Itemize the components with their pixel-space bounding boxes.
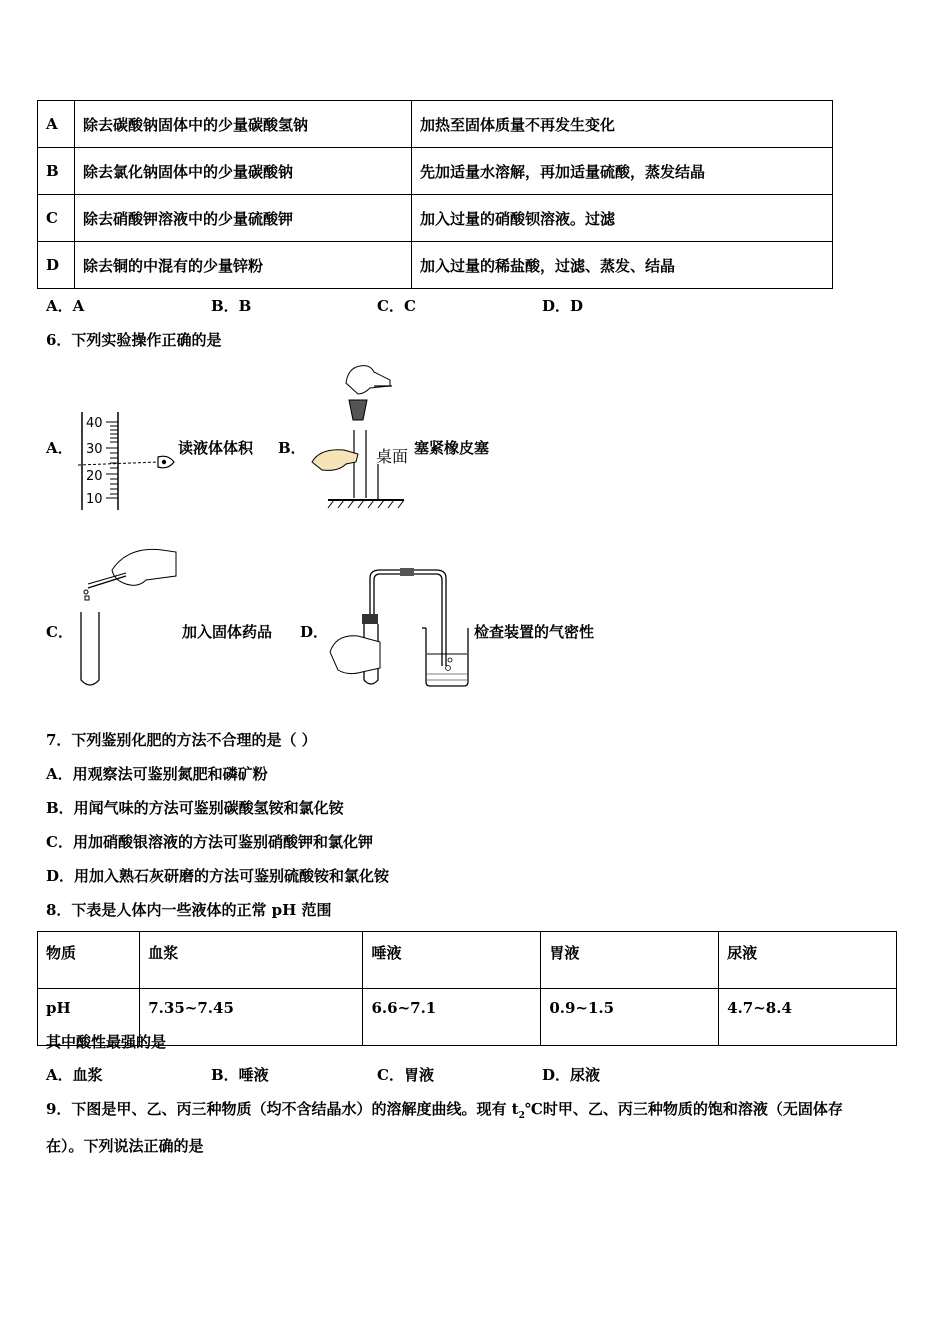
row-task: 除去硝酸钾溶液中的少量硫酸钾 <box>75 195 412 242</box>
q6-b-text: 塞紧橡皮塞 <box>414 439 490 457</box>
q5-option-a: A．A <box>46 297 85 315</box>
row-task: 除去铜的中混有的少量锌粉 <box>75 242 412 289</box>
header-cell: 唾液 <box>363 932 541 989</box>
q6-c-label: C． <box>46 623 73 641</box>
table-row <box>38 932 897 989</box>
q6-d-label: D． <box>300 623 329 641</box>
q8-question: 其中酸性最强的是 <box>46 1033 167 1051</box>
q6-a-label: A． <box>46 439 73 457</box>
tick-label: 40 <box>86 416 103 431</box>
hand-icon <box>112 549 176 585</box>
row-key: C <box>38 195 75 242</box>
cell: 6.6~7.1 <box>363 989 541 1046</box>
table-row <box>38 195 833 242</box>
q5-option-d: D．D <box>542 297 584 315</box>
cell: 4.7~8.4 <box>719 989 897 1046</box>
row-method: 加入过量的稀盐酸，过滤、蒸发、结晶 <box>412 242 833 289</box>
desk-label: 桌面 <box>376 447 409 466</box>
q6-b-label: B． <box>278 439 306 457</box>
q7-option-a: A．用观察法可鉴别氮肥和磷矿粉 <box>46 765 268 783</box>
q7-stem: 7．下列鉴别化肥的方法不合理的是（ ） <box>46 731 317 749</box>
tick-label: 10 <box>86 492 103 507</box>
q8-stem: 8．下表是人体内一些液体的正常 pH 范围 <box>46 901 332 919</box>
row-key: B <box>38 148 75 195</box>
q6-stem: 6．下列实验操作正确的是 <box>46 331 222 349</box>
q7-option-b: B．用闻气味的方法可鉴别碳酸氢铵和氯化铵 <box>46 799 344 817</box>
q6-a-text: 读液体体积 <box>178 439 254 457</box>
q8-option-c: C．胃液 <box>377 1066 434 1084</box>
row-task: 除去碳酸钠固体中的少量碳酸氢钠 <box>75 101 412 148</box>
row-key: A <box>38 101 75 148</box>
q7-option-c: C．用加硝酸银溶液的方法可鉴别硝酸钾和氯化钾 <box>46 833 373 851</box>
q7-option-d: D．用加入熟石灰研磨的方法可鉴别硫酸铵和氯化铵 <box>46 867 390 885</box>
row-method: 加热至固体质量不再发生变化 <box>412 101 833 148</box>
tick-label: 20 <box>86 469 103 484</box>
airtightness-figure <box>328 562 476 690</box>
cell: pH <box>38 989 140 1046</box>
hand-icon <box>312 450 358 471</box>
row-task: 除去氯化钠固体中的少量碳酸钠 <box>75 148 412 195</box>
header-cell: 尿液 <box>719 932 897 989</box>
q9-line-2: 在）。下列说法正确的是 <box>46 1137 204 1155</box>
graduated-cylinder-figure <box>78 410 178 514</box>
tweezers-figure <box>76 540 186 692</box>
cell: 7.35~7.45 <box>140 989 363 1046</box>
header-cell: 物质 <box>38 932 140 989</box>
q9-line-1: 9．下图是甲、乙、丙三种物质（均不含结晶水）的溶解度曲线。现有 $t_2℃$时甲、乙、丙三种物质的饱和溶液（无固体存 <box>46 1100 843 1121</box>
row-method: 先加适量水溶解，再加适量硫酸，蒸发结晶 <box>412 148 833 195</box>
header-cell: 胃液 <box>541 932 719 989</box>
q5-option-c: C．C <box>377 297 416 315</box>
q8-option-b: B．唾液 <box>211 1066 269 1084</box>
stopper-figure <box>308 358 418 513</box>
row-method: 加入过量的硝酸钡溶液。过滤 <box>412 195 833 242</box>
row-key: D <box>38 242 75 289</box>
q6-d-text: 检查装置的气密性 <box>474 623 595 641</box>
q8-option-d: D．尿液 <box>542 1066 601 1084</box>
q5-option-b: B．B <box>211 297 252 315</box>
hand-icon <box>330 636 380 674</box>
table-row <box>38 242 833 289</box>
table-row <box>38 989 897 1046</box>
table-row <box>38 148 833 195</box>
q5-table <box>37 100 833 289</box>
table-row <box>38 101 833 148</box>
cell: 0.9~1.5 <box>541 989 719 1046</box>
q6-c-text: 加入固体药品 <box>182 623 273 641</box>
tick-label: 30 <box>86 442 103 457</box>
q8-table <box>37 931 897 1046</box>
q8-option-a: A．血浆 <box>46 1066 103 1084</box>
header-cell: 血浆 <box>140 932 363 989</box>
